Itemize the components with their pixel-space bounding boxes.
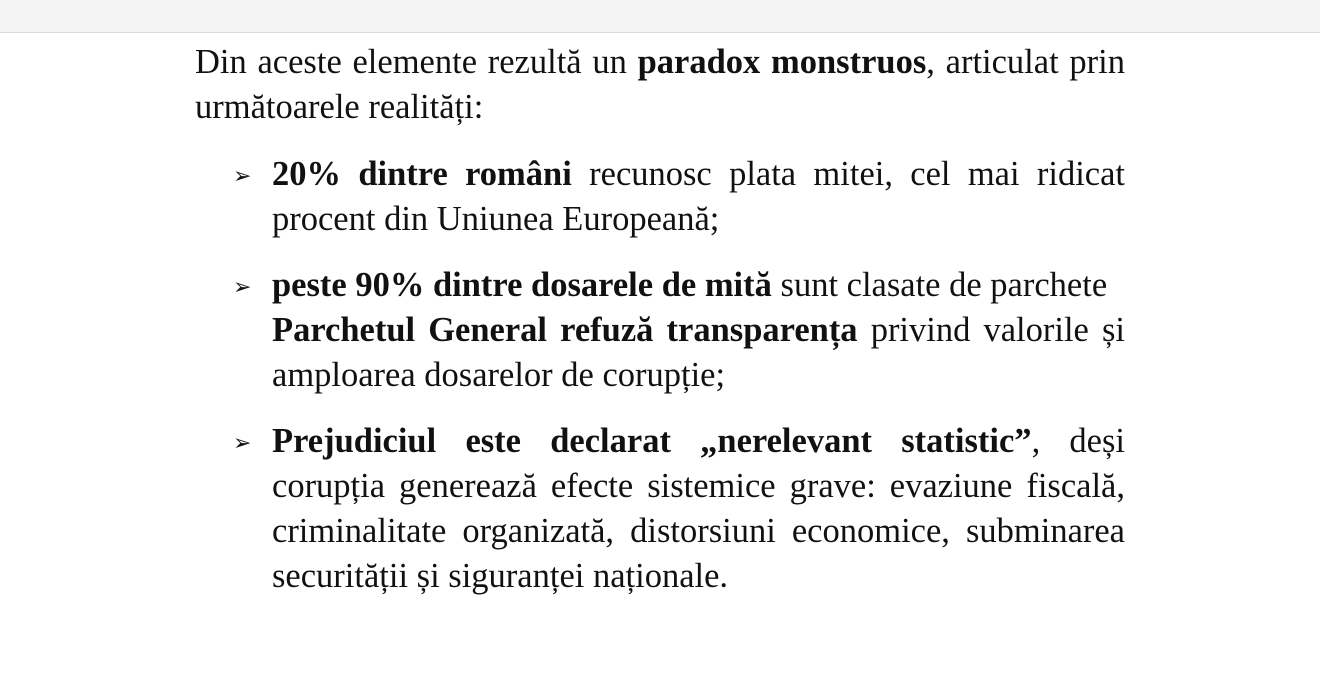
intro-text-after: , articulat prin următoarele realități: (195, 43, 1125, 126)
list-item-rest-2: privind valorile și amploarea dosarelor de corupție; (272, 311, 1126, 394)
list-item-bold-2: Parchetul General refuză transparența (272, 311, 858, 349)
list-item-rest: sunt clasate de parchete (771, 266, 1108, 304)
arrow-bullet-icon: ➢ (233, 431, 252, 456)
list-item-continuation (272, 308, 1125, 398)
list-item (195, 152, 1125, 242)
list-item-bold: peste 90% dintre dosarele de mită (272, 266, 772, 304)
arrow-bullet-icon: ➢ (233, 275, 252, 300)
list-item-text (272, 263, 1125, 308)
document-page (0, 33, 1320, 689)
list-item-bold: Prejudiciul este declarat „nerelevant statistic” (272, 422, 1032, 460)
list-item-text (272, 419, 1125, 599)
viewer-toolbar (0, 0, 1320, 33)
list-item-rest: recunosc plata mitei, cel mai ridicat procent din Uniunea Europeană; (272, 155, 1125, 238)
intro-paragraph (195, 40, 1125, 130)
list-item-bold: 20% dintre români (272, 155, 572, 193)
list-item-text (272, 152, 1125, 242)
intro-bold: paradox monstruos (637, 43, 927, 81)
intro-text-before: Din aceste elemente rezultă un (195, 43, 638, 81)
arrow-bullet-icon: ➢ (233, 164, 252, 189)
list-item (195, 263, 1125, 398)
document-content (195, 40, 1125, 620)
list-item (195, 419, 1125, 599)
list-item-rest: , deși corupția generează efecte sistemice grave: evaziune fiscală, criminalitate organizată, distorsiuni economice, subminarea securității și siguranței naționale. (272, 422, 1126, 595)
